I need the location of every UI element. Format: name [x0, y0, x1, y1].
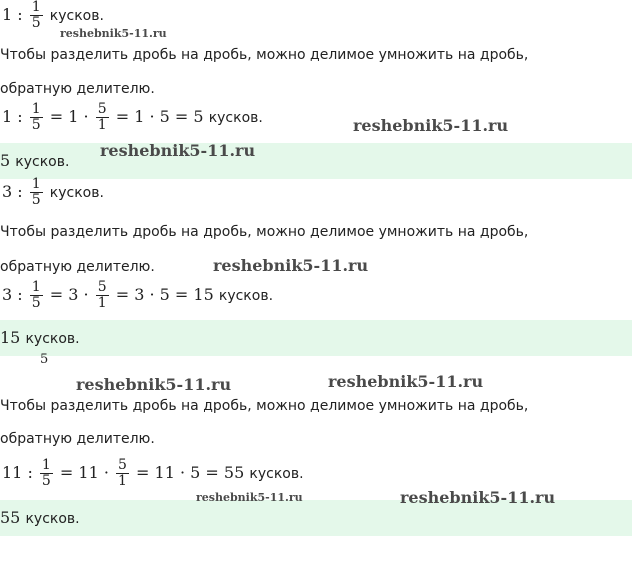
fraction: $\frac{1}{5}$ [31, 101, 41, 133]
watermark: reshebnik5-11.ru [400, 488, 556, 507]
answer-text: 15 кусков. [0, 328, 80, 347]
watermark: reshebnik5-11.ru [328, 372, 484, 391]
rule-text: Чтобы разделить дробь на дробь, можно делимое умножить на дробь, [0, 224, 529, 240]
fraction: $\frac{5}{1}$ [97, 279, 107, 311]
watermark: reshebnik5-11.ru [196, 491, 303, 504]
fraction: $\frac{1}{5}$ [41, 457, 51, 489]
fraction: $\frac{1}{5}$ [31, 279, 41, 311]
rule-text: Чтобы разделить дробь на дробь, можно делимое умножить на дробь, [0, 398, 529, 414]
answer-text: 5 кусков. [0, 151, 70, 170]
fraction: $\frac{1}{5}$ [31, 176, 41, 208]
fraction: $\frac{1}{5}$ [31, 0, 41, 31]
answer-text: 55 кусков. [0, 508, 80, 527]
answer-highlight [0, 320, 632, 356]
solution-equation: 1 : $\frac{1}{5}$ = 1 · $\frac{5}{1}$ = 1 · 5 = 5 кусков. [2, 101, 263, 133]
watermark: reshebnik5-11.ru [76, 375, 232, 394]
rule-text: Чтобы разделить дробь на дробь, можно делимое умножить на дробь, [0, 47, 529, 63]
watermark: reshebnik5-11.ru [213, 256, 369, 275]
cropped-fraction-fragment: 5 [40, 352, 49, 367]
watermark: reshebnik5-11.ru [100, 141, 256, 160]
solution-equation: 3 : $\frac{1}{5}$ = 3 · $\frac{5}{1}$ = 3 · 5 = 15 кусков. [2, 279, 274, 311]
rule-text: обратную делителю. [0, 81, 155, 97]
watermark: reshebnik5-11.ru [353, 116, 509, 135]
watermark: reshebnik5-11.ru [60, 27, 167, 40]
fraction: $\frac{5}{1}$ [118, 457, 127, 489]
problem-statement: 3 : $\frac{1}{5}$ кусков. [2, 176, 104, 208]
rule-text: обратную делителю. [0, 259, 155, 275]
rule-text: обратную делителю. [0, 431, 155, 447]
problem-statement: 1 : $\frac{1}{5}$ кусков. [2, 0, 104, 31]
solution-equation: 11 : $\frac{1}{5}$ = 11 · $\frac{5}{1}$ = 11 · 5 = 55 кусков. [2, 457, 304, 489]
answer-highlight [0, 143, 632, 179]
fraction: $\frac{5}{1}$ [97, 101, 107, 133]
